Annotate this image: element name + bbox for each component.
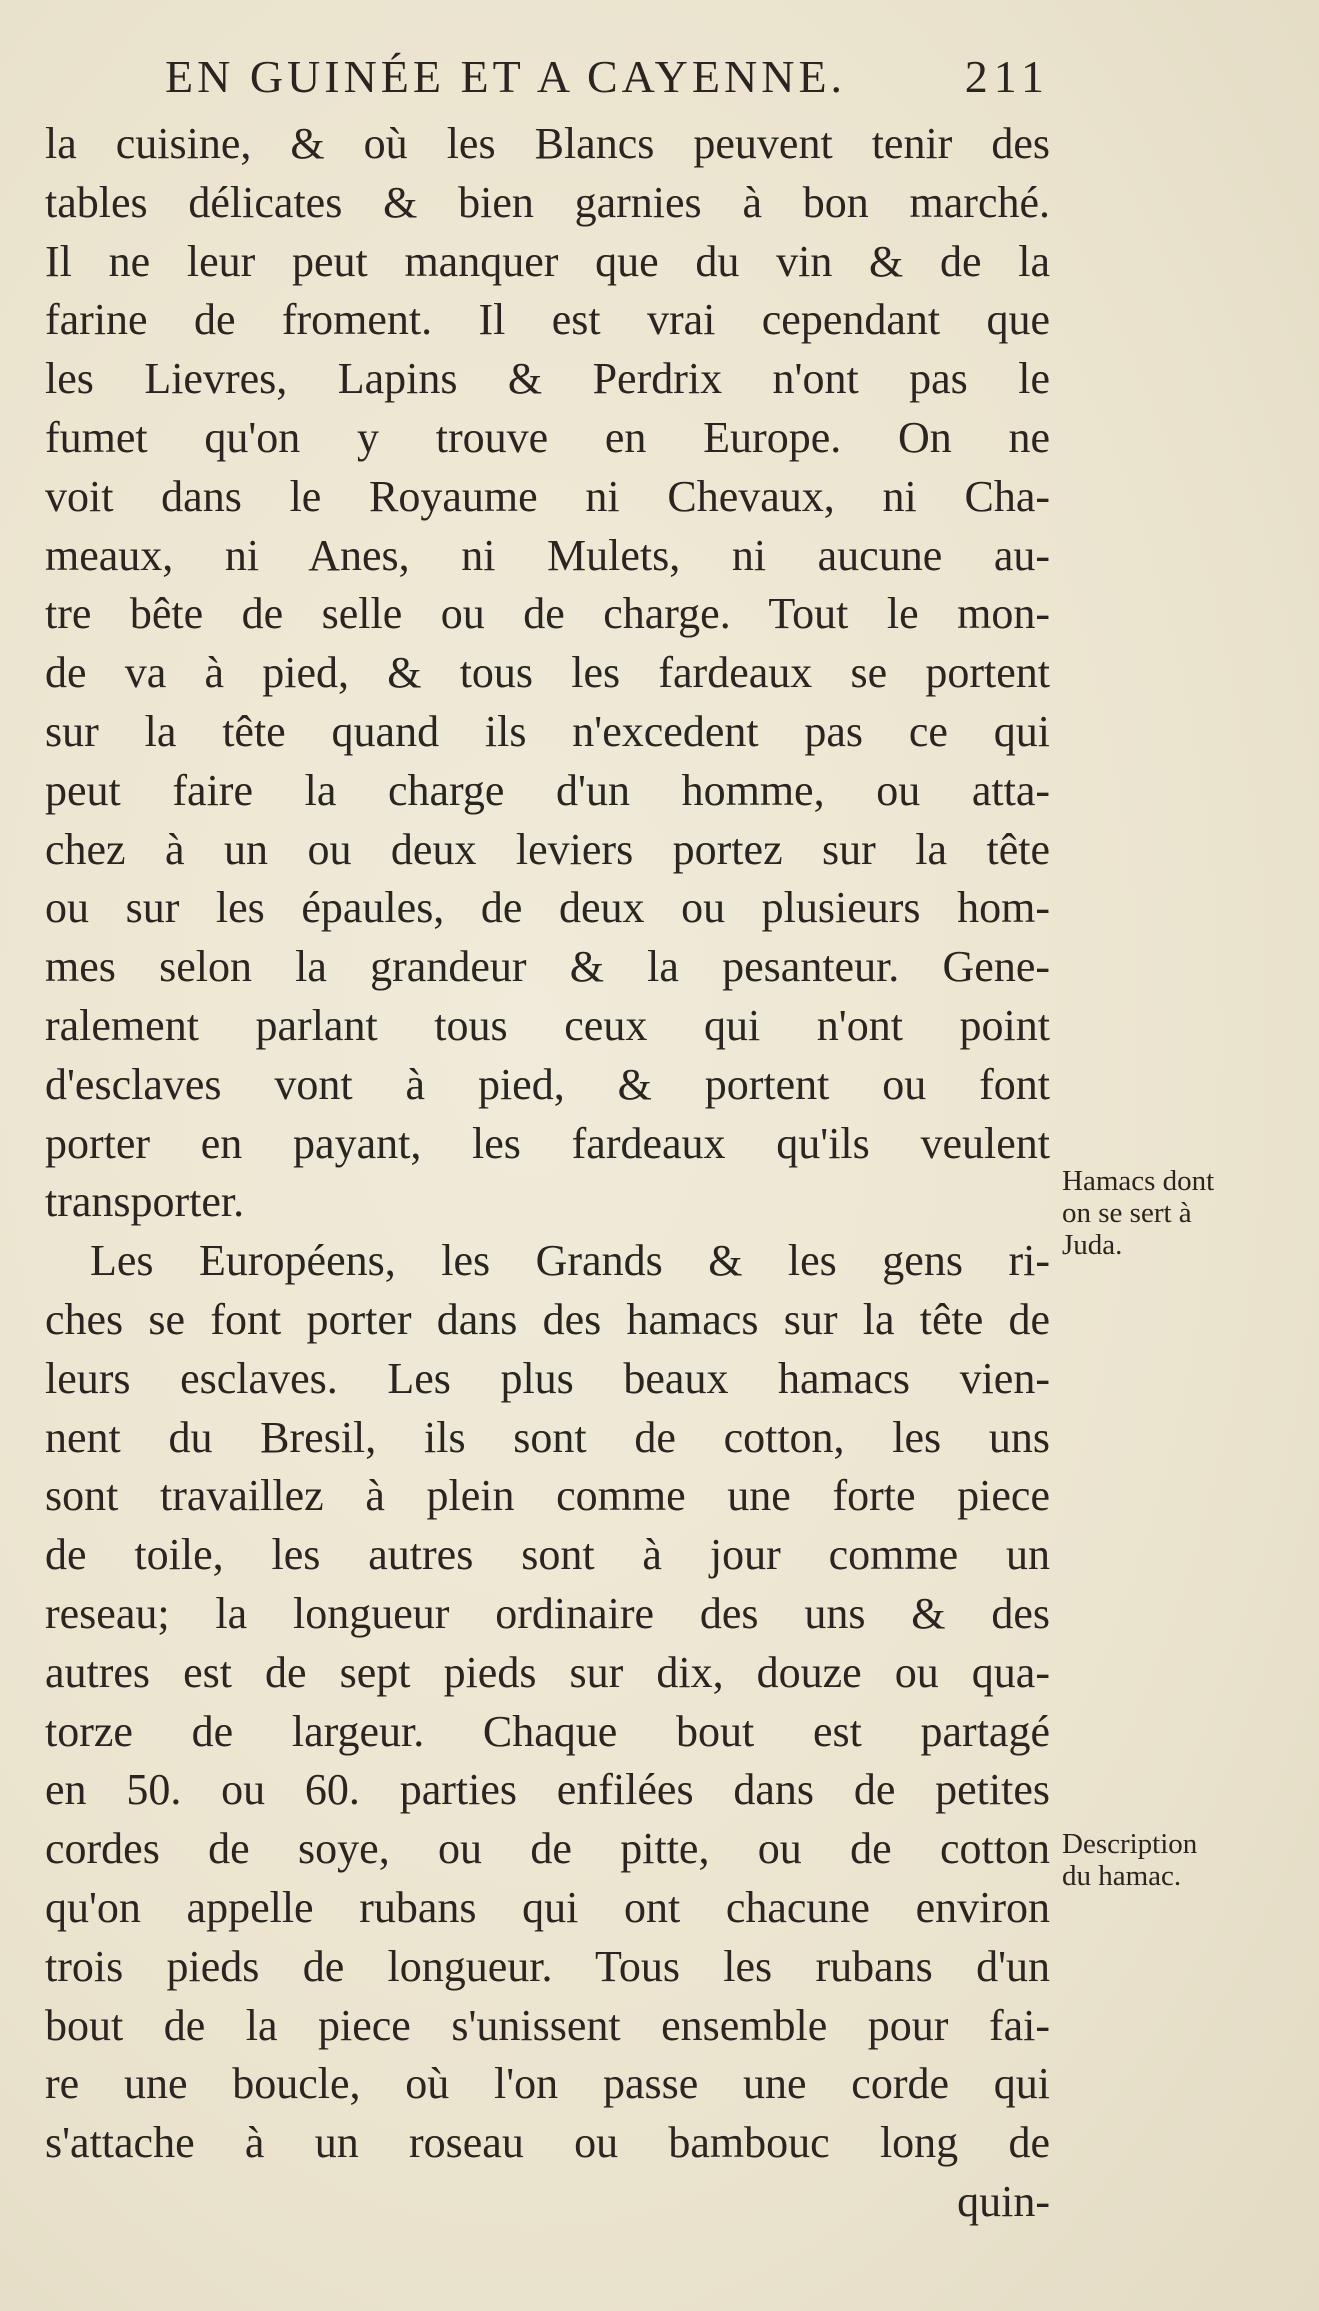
text-line: sur la tête quand ils n'excedent pas ce qui — [45, 706, 1050, 756]
text-line: meaux, ni Anes, ni Mulets, ni aucune au- — [45, 530, 1050, 580]
margin-note-line: Hamacs dont — [1062, 1165, 1215, 1197]
margin-note-line: du hamac. — [1062, 1860, 1182, 1892]
text-line: bout de la piece s'unissent ensemble pour fai- — [45, 2000, 1050, 2050]
text-line: mes selon la grandeur & la pesanteur. Gene- — [45, 942, 1050, 992]
text-line: de toile, les autres sont à jour comme un — [45, 1530, 1050, 1580]
text-line: ou sur les épaules, de deux ou plusieurs hom- — [45, 883, 1050, 933]
text-line: fumet qu'on y trouve en Europe. On ne — [45, 412, 1050, 462]
margin-note-description — [1062, 1828, 1312, 1892]
page-number: 211 — [964, 51, 1050, 102]
text-line: Il ne leur peut manquer que du vin & de la — [45, 236, 1050, 286]
text-line: la cuisine, & où les Blancs peuvent tenir des — [45, 119, 1050, 168]
text-line: d'esclaves vont à pied, & portent ou font — [45, 1059, 1050, 1109]
catchword: quin- — [957, 2176, 1050, 2226]
running-head: EN GUINÉE ET A CAYENNE. — [165, 51, 847, 102]
text-line: peut faire la charge d'un homme, ou atta- — [45, 765, 1050, 815]
text-line: cordes de soye, ou de pitte, ou de cotton — [45, 1824, 1050, 1874]
text-line: tre bête de selle ou de charge. Tout le mon- — [45, 589, 1050, 639]
margin-note-line: Description — [1062, 1828, 1198, 1860]
text-line: qu'on appelle rubans qui ont chacune environ — [45, 1882, 1050, 1932]
text-line: de va à pied, & tous les fardeaux se portent — [45, 648, 1050, 698]
body-text — [45, 115, 1050, 2232]
text-line: porter en payant, les fardeaux qu'ils veulent — [45, 1118, 1050, 1168]
text-line: transporter. — [45, 1177, 245, 1227]
text-line: trois pieds de longueur. Tous les rubans d'un — [45, 1941, 1050, 1991]
text-line: torze de largeur. Chaque bout est partagé — [45, 1706, 1050, 1756]
margin-note-hamacs — [1062, 1165, 1312, 1261]
text-line: reseau; la longueur ordinaire des uns & des — [45, 1588, 1050, 1638]
text-line: s'attache à un roseau ou bambouc long de — [45, 2118, 1050, 2168]
text-line: ches se font porter dans des hamacs sur la tête de — [45, 1294, 1050, 1344]
text-line: re une boucle, où l'on passe une corde qui — [45, 2059, 1050, 2109]
text-line: sont travaillez à plein comme une forte piece — [45, 1471, 1050, 1521]
text-line: farine de froment. Il est vrai cependant que — [45, 295, 1050, 345]
text-line: les Lievres, Lapins & Perdrix n'ont pas le — [45, 354, 1050, 404]
text-line: nent du Bresil, ils sont de cotton, les uns — [45, 1412, 1050, 1462]
text-line: voit dans le Royaume ni Chevaux, ni Cha- — [45, 471, 1050, 521]
text-line: ralement parlant tous ceux qui n'ont point — [45, 1000, 1050, 1050]
margin-note-line: on se sert à — [1062, 1197, 1192, 1229]
text-line: chez à un ou deux leviers portez sur la tête — [45, 824, 1050, 874]
page-header — [165, 42, 1050, 112]
text-line: tables délicates & bien garnies à bon marché. — [45, 177, 1050, 227]
text-line: Les Européens, les Grands & les gens ri- — [90, 1236, 1050, 1286]
text-line: en 50. ou 60. parties enfilées dans de petites — [45, 1765, 1050, 1815]
text-line: leurs esclaves. Les plus beaux hamacs vien- — [45, 1353, 1050, 1403]
text-line: autres est de sept pieds sur dix, douze ou qua- — [45, 1647, 1050, 1697]
margin-note-line: Juda. — [1062, 1229, 1123, 1261]
